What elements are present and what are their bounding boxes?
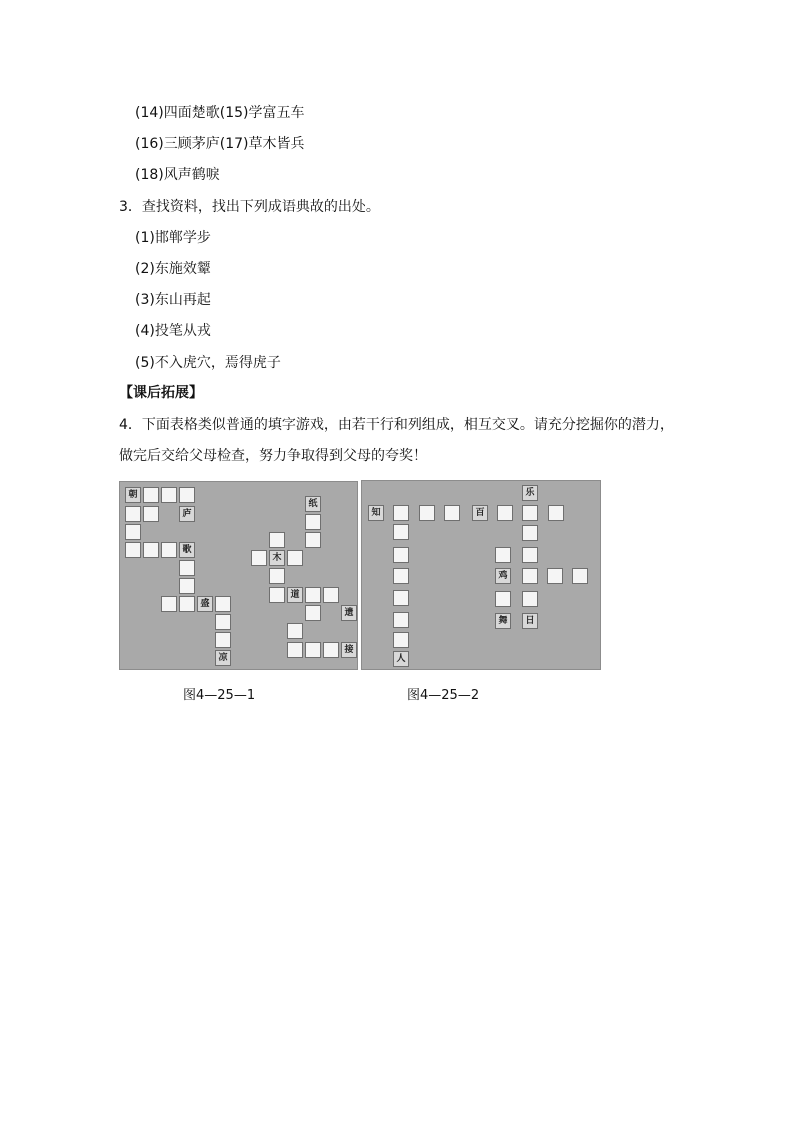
crossword-cell[interactable] (161, 487, 177, 503)
crossword-cell[interactable] (393, 547, 409, 563)
text-line: (2)东施效颦 (135, 261, 211, 277)
crossword-cell[interactable] (393, 590, 409, 606)
crossword-cell[interactable] (305, 514, 321, 530)
crossword-cell[interactable] (179, 560, 195, 576)
crossword-cell[interactable] (125, 506, 141, 522)
crossword-cell[interactable] (495, 547, 511, 563)
crossword-cell[interactable] (522, 525, 538, 541)
crossword-cell[interactable] (522, 505, 538, 521)
crossword-cell[interactable] (287, 642, 303, 658)
crossword-cell[interactable]: 木 (269, 550, 285, 566)
crossword-cell[interactable] (497, 505, 513, 521)
crossword-cell[interactable] (305, 532, 321, 548)
crossword-cell[interactable]: 人 (393, 651, 409, 667)
crossword-cell[interactable] (215, 632, 231, 648)
crossword-cell[interactable] (269, 587, 285, 603)
crossword-cell[interactable] (143, 506, 159, 522)
crossword-cell[interactable] (495, 591, 511, 607)
text-line: (18)风声鹤唳 (135, 167, 220, 183)
crossword-cell[interactable] (393, 524, 409, 540)
crossword-cell[interactable] (419, 505, 435, 521)
crossword-cell[interactable]: 遗 (341, 605, 357, 621)
crossword-cell[interactable] (444, 505, 460, 521)
crossword-cell[interactable]: 道 (287, 587, 303, 603)
crossword-cell[interactable] (251, 550, 267, 566)
crossword-cell[interactable] (215, 596, 231, 612)
text-line: (3)东山再起 (135, 292, 211, 308)
crossword-cell[interactable] (143, 542, 159, 558)
crossword-cell[interactable]: 鸡 (495, 568, 511, 584)
text-line: 做完后交给父母检查，努力争取得到父母的夸奖！ (119, 448, 427, 464)
crossword-cell[interactable]: 盛 (197, 596, 213, 612)
crossword-cell[interactable] (305, 642, 321, 658)
crossword-cell[interactable] (522, 568, 538, 584)
text-line: (4)投笔从戎 (135, 323, 211, 339)
crossword-cell[interactable]: 朝 (125, 487, 141, 503)
crossword-cell[interactable] (393, 612, 409, 628)
text-line: (14)四面楚歌(15)学富五车 (135, 105, 305, 121)
figure-caption-1: 图4—25—1 (183, 688, 256, 703)
crossword-cell[interactable]: 舞 (495, 613, 511, 629)
crossword-cell[interactable] (125, 524, 141, 540)
crossword-cell[interactable] (269, 532, 285, 548)
text-line: (16)三顾茅庐(17)草木皆兵 (135, 136, 305, 152)
crossword-cell[interactable] (269, 568, 285, 584)
crossword-cell[interactable] (393, 632, 409, 648)
crossword-cell[interactable] (305, 587, 321, 603)
text-line: (5)不入虎穴，焉得虎子 (135, 355, 281, 371)
crossword-cell[interactable]: 日 (522, 613, 538, 629)
crossword-figure-1 (119, 481, 358, 670)
crossword-cell[interactable]: 歌 (179, 542, 195, 558)
crossword-cell[interactable]: 凉 (215, 650, 231, 666)
figure-caption-2: 图4—25—2 (407, 688, 480, 703)
crossword-cell[interactable]: 知 (368, 505, 384, 521)
crossword-cell[interactable] (393, 505, 409, 521)
crossword-cell[interactable] (548, 505, 564, 521)
crossword-cell[interactable]: 乐 (522, 485, 538, 501)
crossword-cell[interactable] (572, 568, 588, 584)
crossword-cell[interactable] (287, 550, 303, 566)
crossword-cell[interactable] (161, 596, 177, 612)
text-line: (1)邯郸学步 (135, 230, 211, 246)
section-heading: 【课后拓展】 (119, 385, 203, 401)
question-4: 4．下面表格类似普通的填字游戏，由若干行和列组成，相互交叉。请充分挖掘你的潜力， (119, 417, 674, 433)
crossword-cell[interactable] (522, 547, 538, 563)
crossword-cell[interactable]: 庐 (179, 506, 195, 522)
crossword-cell[interactable] (161, 542, 177, 558)
crossword-cell[interactable] (323, 587, 339, 603)
crossword-cell[interactable]: 百 (472, 505, 488, 521)
crossword-cell[interactable] (323, 642, 339, 658)
question-3: 3．查找资料，找出下列成语典故的出处。 (119, 199, 380, 215)
crossword-cell[interactable] (522, 591, 538, 607)
crossword-cell[interactable] (143, 487, 159, 503)
crossword-cell[interactable]: 纸 (305, 496, 321, 512)
crossword-cell[interactable] (393, 568, 409, 584)
crossword-cell[interactable] (179, 578, 195, 594)
crossword-figure-2 (361, 480, 601, 670)
crossword-cell[interactable]: 接 (341, 642, 357, 658)
crossword-cell[interactable] (287, 623, 303, 639)
crossword-cell[interactable] (179, 596, 195, 612)
crossword-cell[interactable] (215, 614, 231, 630)
crossword-cell[interactable] (179, 487, 195, 503)
crossword-cell[interactable] (305, 605, 321, 621)
crossword-cell[interactable] (125, 542, 141, 558)
crossword-cell[interactable] (547, 568, 563, 584)
